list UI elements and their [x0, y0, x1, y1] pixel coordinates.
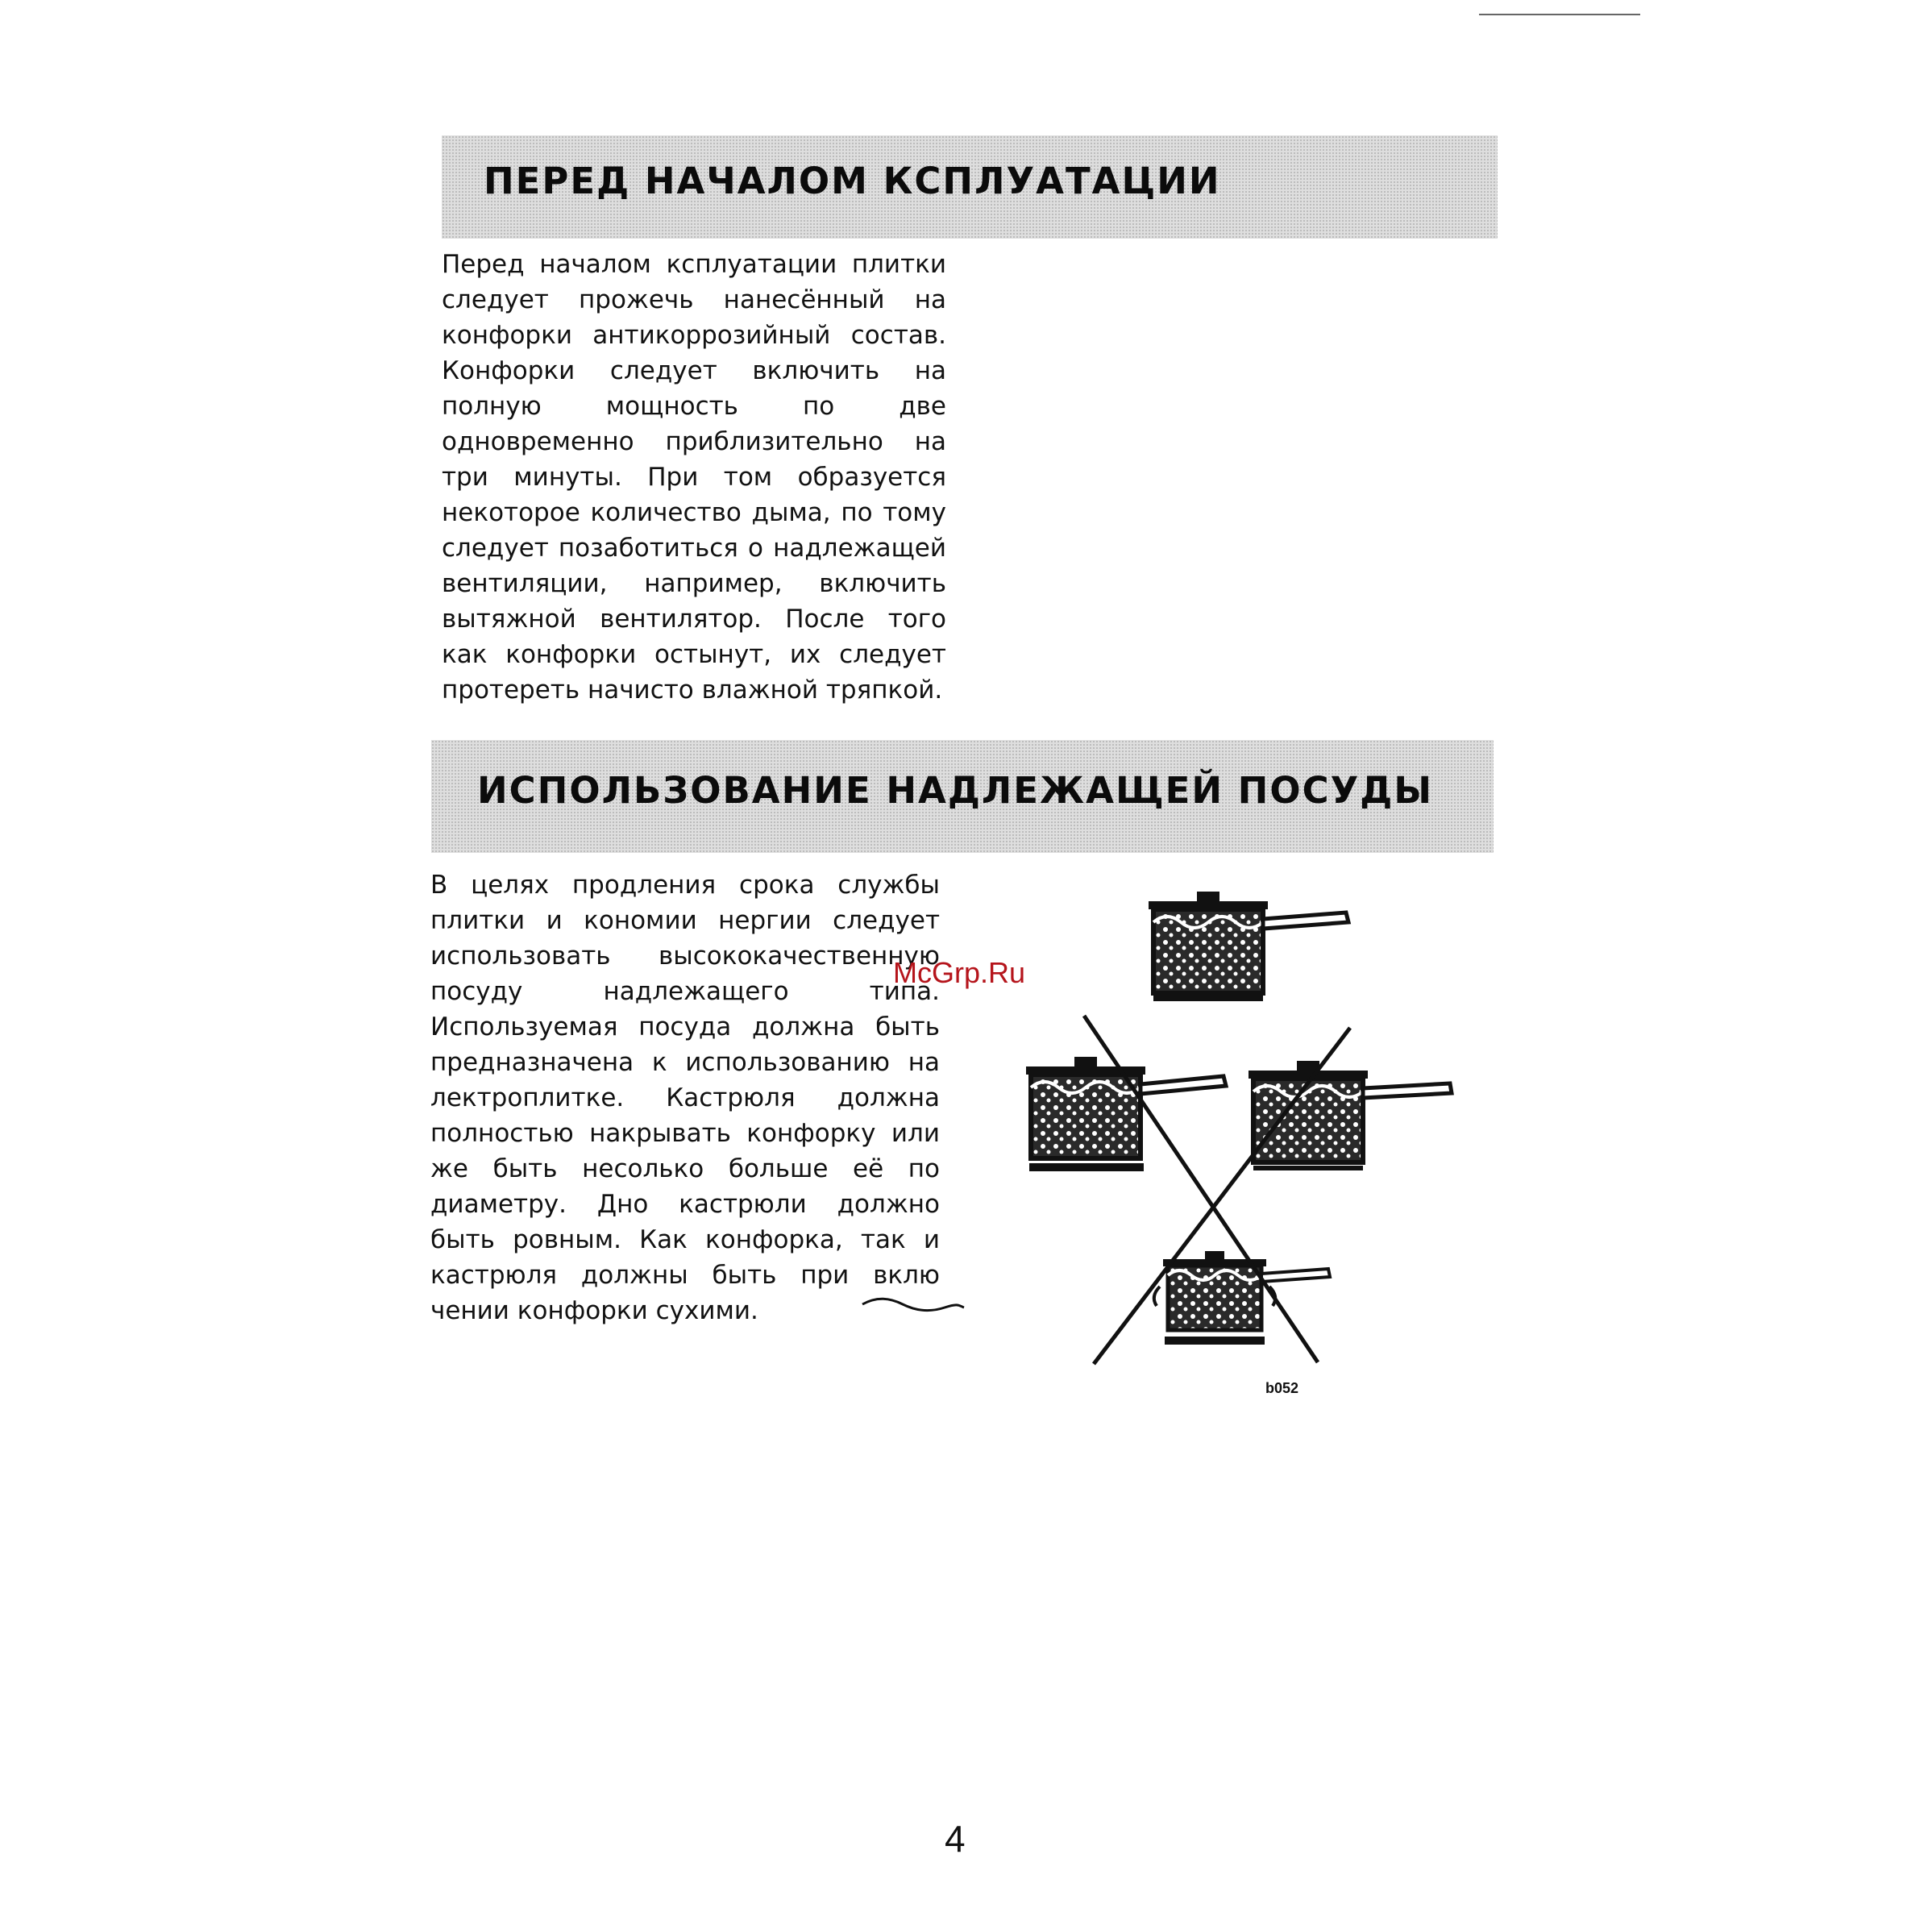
section-1-paragraph: [442, 247, 946, 708]
section-2-heading: ИСПОЛЬЗОВАНИЕ НАДЛЕЖАЩЕЙ ПОСУДЫ: [477, 769, 1434, 812]
saucepan-small-base-icon: [1026, 1057, 1226, 1171]
text-line: быть ровным. Как конфорка, так и: [430, 1225, 940, 1254]
text-line: чении конфорки сухими.: [430, 1296, 758, 1325]
text-line: как конфорки остынут, их следует: [442, 640, 946, 669]
text-line: одновременно приблизительно на: [442, 427, 946, 456]
text-line: вытяжной вентилятор. После того: [442, 605, 946, 634]
text-line: плитки и кономии нергии следует: [430, 906, 940, 935]
scan-mark: [1479, 14, 1640, 15]
page-number: 4: [945, 1818, 966, 1860]
text-line: диаметру. Дно кастрюли должно: [430, 1190, 940, 1219]
text-line: Перед началом ксплуатации плитки: [442, 250, 946, 279]
text-line: Используемая посуда должна быть: [430, 1012, 940, 1041]
figure-code: b052: [1265, 1380, 1299, 1396]
text-line: лектроплитке. Кастрюля должна: [430, 1083, 940, 1112]
text-line: вентиляции, например, включить: [442, 569, 946, 598]
cookware-illustration: [1020, 887, 1471, 1370]
text-line: кастрюля должны быть при вклю: [430, 1261, 940, 1290]
watermark: McGrp.Ru: [893, 956, 1026, 989]
handwritten-squiggle: [861, 1293, 966, 1317]
text-line: полностью накрывать конфорку или: [430, 1119, 940, 1148]
section-1-heading: ПЕРЕД НАЧАЛОМ КСПЛУАТАЦИИ: [484, 160, 1221, 202]
text-line: предназначена к использованию на: [430, 1048, 940, 1077]
text-line: посуду надлежащего типа.: [430, 977, 940, 1006]
text-line: же быть несолько больше её по: [430, 1154, 940, 1183]
text-line: три минуты. При том образуется: [442, 463, 946, 492]
text-line: конфорки антикоррозийный состав.: [442, 321, 946, 350]
saucepan-wet-icon: [1154, 1251, 1330, 1345]
saucepan-uneven-icon: [1249, 1061, 1452, 1170]
section-2-paragraph: [430, 867, 940, 1328]
text-line: использовать высококачественную: [430, 942, 940, 971]
text-line: следует позаботиться о надлежащей: [442, 534, 946, 563]
saucepan-correct-icon: [1149, 892, 1348, 1001]
text-line: следует прожечь нанесённый на: [442, 285, 946, 314]
text-line: некоторое количество дыма, по тому: [442, 498, 946, 527]
text-line: полную мощность по две: [442, 392, 946, 421]
text-line: Конфорки следует включить на: [442, 356, 946, 385]
text-line: протереть начисто влажной тряпкой.: [442, 676, 943, 705]
text-line: В целях продления срока службы: [430, 871, 940, 900]
